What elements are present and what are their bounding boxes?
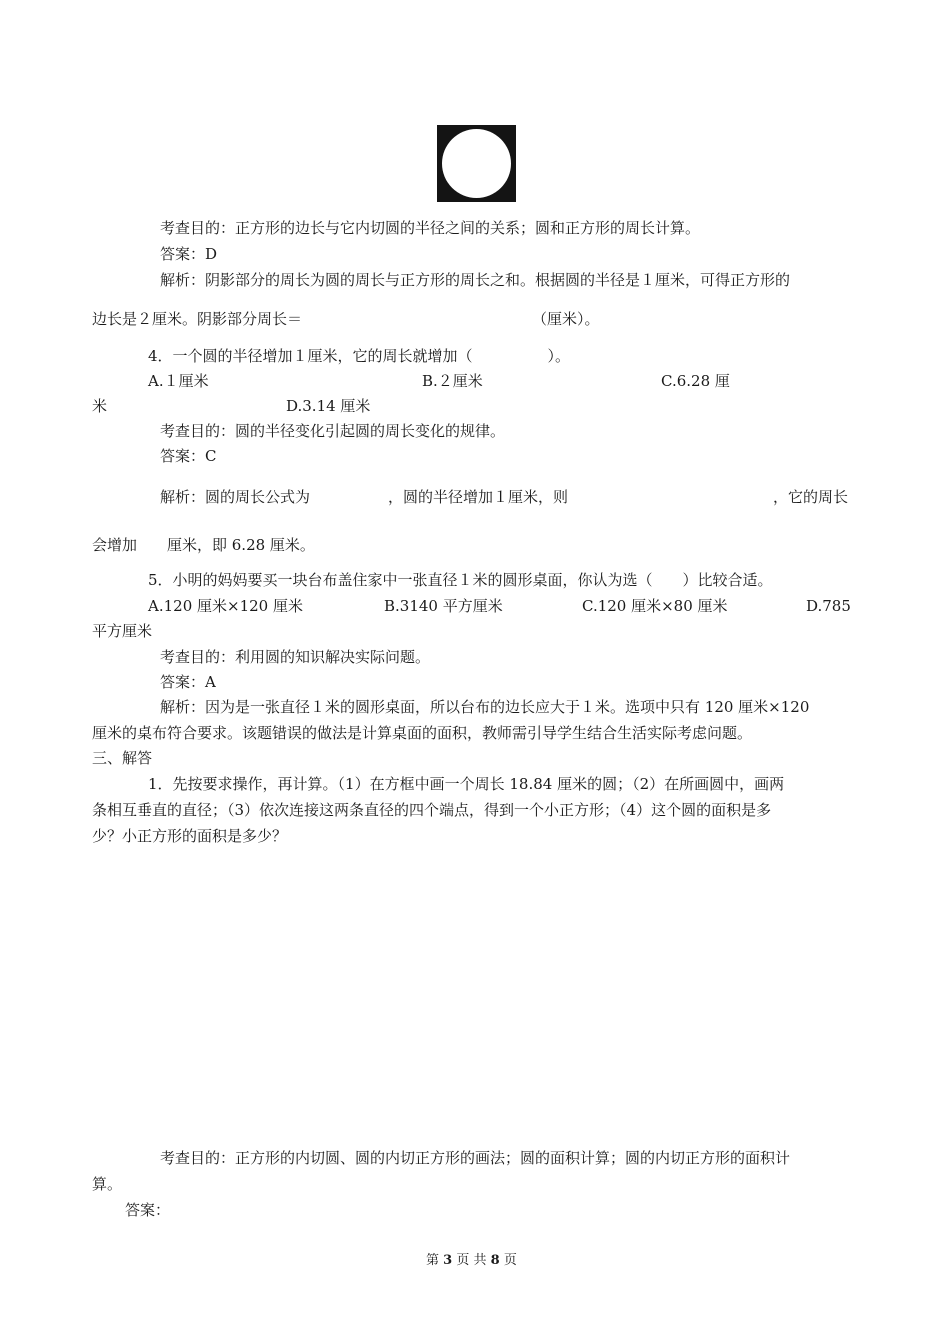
q3-analysis-line1: 解析：阴影部分的周长为圆的周长与正方形的周长之和。根据圆的半径是１厘米，可得正方形的 [160, 271, 791, 289]
q5-analysis-line1: 解析：因为是一张直径１米的圆形桌面，所以台布的边长应大于１米。选项中只有 120 厘米×120 [160, 698, 810, 716]
s3-q1-line3: 少？小正方形的面积是多少？ [92, 827, 288, 845]
footer-mid: 页 共 [456, 1253, 487, 1268]
q4-option-c-continued: 米 [92, 397, 108, 415]
footer-prefix: 第 [426, 1253, 440, 1268]
q5-purpose: 考查目的：利用圆的知识解决实际问题。 [160, 648, 431, 666]
q4-option-b: B.２厘米 [422, 372, 483, 390]
footer-total-pages: 8 [490, 1253, 500, 1268]
footer-page-number: 3 [443, 1253, 453, 1268]
q4-analysis-part1: 解析：圆的周长公式为 [160, 488, 311, 506]
q5-answer: 答案：A [160, 673, 216, 691]
q3-analysis-line2-end: （厘米）。 [532, 310, 600, 328]
q5-analysis-line2: 厘米的桌布符合要求。该题错误的做法是计算桌面的面积，教师需引导学生结合生活实际考虑问题。 [92, 724, 753, 742]
q5-option-b: B.3140 平方厘米 [384, 597, 503, 615]
q4-analysis-part3: ，它的周长 [773, 488, 849, 506]
q3-analysis-line2-start: 边长是２厘米。阴影部分周长＝ [92, 310, 303, 328]
footer-suffix: 页 [503, 1253, 517, 1268]
q4-stem: 4．一个圆的半径增加１厘米，它的周长就增加（ ）。 [148, 347, 571, 365]
q4-option-c: C.6.28 厘 [661, 372, 730, 390]
s3-q1-answer: 答案： [125, 1201, 171, 1219]
q4-analysis-line2-start: 会增加 [92, 536, 138, 554]
q4-analysis-part2: ，圆的半径增加１厘米，则 [388, 488, 569, 506]
section-heading-answers: 三、解答 [92, 749, 153, 767]
q4-answer: 答案：C [160, 447, 217, 465]
q4-option-a: A.１厘米 [148, 372, 209, 390]
q4-purpose: 考查目的：圆的半径变化引起圆的周长变化的规律。 [160, 422, 506, 440]
s3-q1-line1: 1．先按要求操作，再计算。（1）在方框中画一个周长 18.84 厘米的圆；（2）在所画圆中，画两 [148, 775, 785, 793]
q5-option-d: D.785 [806, 597, 851, 615]
q5-option-a: A.120 厘米×120 厘米 [148, 597, 303, 615]
q5-stem: 5．小明的妈妈要买一块台布盖住家中一张直径１米的圆形桌面，你认为选（ ）比较合适。 [148, 571, 773, 589]
q4-option-d: D.3.14 厘米 [286, 397, 371, 415]
page-footer [426, 1251, 517, 1271]
inscribed-circle [442, 129, 511, 198]
q3-answer: 答案：D [160, 245, 218, 263]
q5-option-d-continued: 平方厘米 [92, 622, 153, 640]
q4-analysis-line2-end: 厘米，即 6.28 厘米。 [167, 536, 315, 554]
s3-q1-purpose-line1: 考查目的：正方形的内切圆、圆的内切正方形的画法；圆的面积计算；圆的内切正方形的面积计 [160, 1149, 791, 1167]
s3-q1-line2: 条相互垂直的直径；（3）依次连接这两条直径的四个端点，得到一个小正方形；（4）这个圆的面积是多 [92, 801, 772, 819]
q5-option-c: C.120 厘米×80 厘米 [582, 597, 728, 615]
q3-purpose: 考查目的：正方形的边长与它内切圆的半径之间的关系；圆和正方形的周长计算。 [160, 219, 701, 237]
s3-q1-purpose-line2: 算。 [92, 1175, 123, 1193]
square-with-inscribed-circle-figure [437, 125, 516, 202]
